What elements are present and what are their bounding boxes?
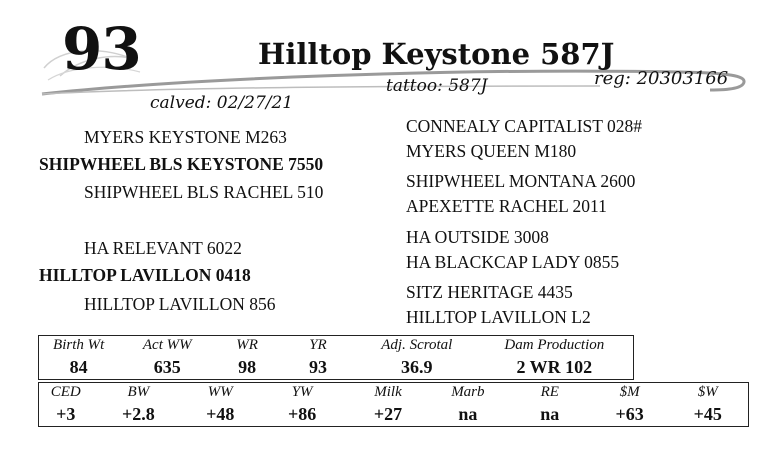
performance-value-row (39, 355, 634, 380)
registration-number: reg: 20303166 (594, 68, 729, 89)
epd-table (38, 382, 749, 427)
performance-value-cell: 98 (238, 357, 257, 377)
epd-value-cell: +48 (206, 404, 235, 424)
pedigree-dam-sire-sire: HA OUTSIDE 3008 (406, 227, 549, 247)
epd-value-cell: +86 (287, 404, 317, 424)
pedigree-sire-dam-dam: APEXETTE RACHEL 2011 (406, 196, 607, 216)
lot-number: 93 (62, 15, 141, 83)
performance-value-cell: 2 WR 102 (516, 357, 593, 377)
animal-name: Hilltop Keystone 587J (258, 37, 615, 71)
pedigree-dam-dam-dam: HILLTOP LAVILLON L2 (406, 307, 591, 327)
performance-header-row (39, 336, 634, 356)
performance-value-cell: 93 (308, 357, 327, 377)
performance-header-cell: Adj. Scrotal (381, 337, 453, 353)
epd-header-cell: $W (697, 384, 718, 400)
epd-header-cell: WW (207, 384, 233, 400)
epd-value-cell: +3 (56, 404, 76, 424)
pedigree-sire-sire: MYERS KEYSTONE M263 (84, 127, 287, 147)
epd-header-cell: CED (50, 384, 81, 400)
epd-header-cell: Milk (374, 384, 402, 400)
pedigree-dam-dam: HILLTOP LAVILLON 856 (84, 294, 276, 314)
epd-header-row (39, 383, 749, 403)
performance-value-cell: 84 (69, 357, 88, 377)
epd-header-cell: Marb (451, 384, 485, 400)
pedigree-sire: SHIPWHEEL BLS KEYSTONE 7550 (39, 154, 324, 174)
tattoo: tattoo: 587J (386, 76, 488, 96)
performance-value-cell: 635 (153, 357, 181, 377)
pedigree-dam-sire: HA RELEVANT 6022 (84, 238, 242, 258)
epd-header-cell: BW (127, 384, 150, 400)
epd-value-cell: +45 (693, 404, 722, 424)
epd-value-cell: na (458, 404, 478, 424)
pedigree-dam-dam-sire: SITZ HERITAGE 4435 (406, 282, 573, 302)
performance-value-cell: 36.9 (401, 357, 433, 377)
epd-header-cell: RE (540, 384, 559, 400)
performance-header-cell: Birth Wt (53, 337, 105, 353)
pedigree-dam: HILLTOP LAVILLON 0418 (39, 265, 251, 285)
epd-value-cell: na (540, 404, 560, 424)
epd-value-cell: +63 (615, 404, 644, 424)
pedigree-sire-sire-dam: MYERS QUEEN M180 (406, 141, 577, 161)
calved-date: calved: 02/27/21 (150, 93, 294, 113)
epd-value-cell: +2.8 (121, 404, 155, 424)
performance-header-cell: WR (236, 337, 258, 353)
performance-header-cell: YR (309, 337, 327, 353)
epd-header-cell: $M (619, 384, 640, 400)
epd-value-cell: +27 (373, 404, 403, 424)
performance-header-cell: Act WW (142, 337, 192, 353)
pedigree-sire-sire-sire: CONNEALY CAPITALIST 028# (406, 116, 643, 136)
epd-header-cell: YW (291, 384, 313, 400)
performance-header-cell: Dam Production (504, 337, 605, 353)
pedigree-sire-dam-sire: SHIPWHEEL MONTANA 2600 (406, 171, 636, 191)
pedigree-dam-sire-dam: HA BLACKCAP LADY 0855 (406, 252, 620, 272)
performance-table (38, 335, 634, 380)
pedigree-sire-dam: SHIPWHEEL BLS RACHEL 510 (84, 182, 324, 202)
epd-value-row (39, 402, 749, 427)
